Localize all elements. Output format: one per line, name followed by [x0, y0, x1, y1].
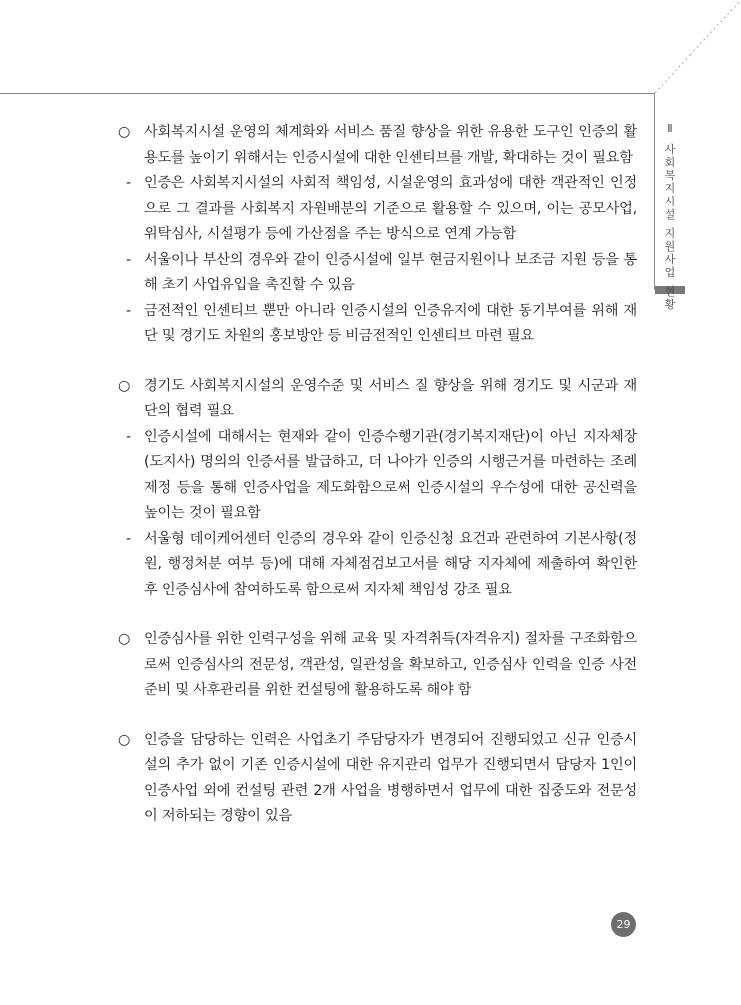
dash-marker: - — [126, 530, 131, 547]
sub-item — [118, 171, 637, 248]
page-number-badge: 29 — [611, 912, 636, 937]
dash-marker: - — [126, 251, 131, 268]
bullet-item — [118, 728, 637, 830]
bullet-item — [118, 627, 637, 704]
dash-marker: - — [126, 302, 131, 319]
side-tab-char: 시 — [664, 195, 676, 208]
side-tab-char: 복 — [664, 169, 676, 182]
side-tab-label — [660, 122, 680, 311]
header-rule — [0, 93, 655, 94]
corner-decoration — [650, 0, 741, 95]
bullet-text: 인증심사를 위한 인력구성을 위해 교육 및 자격취득(자격유지) 절차를 구조화함으로써 인증심사의 전문성, 객관성, 일관성을 확보하고, 인증심사 인력을 인증 사전준비 및 사후관리를 위한 컨설팅에 활용하도록 해야 함 — [144, 631, 637, 698]
sub-text: 서울형 데이케어센터 인증의 경우와 같이 인증신청 요건과 관련하여 기본사항(정원, 행정처분 여부 등)에 대해 자체점검보고서를 해당 지자체에 제출하여 확인한 후 인증심사에 참여하도록 함으로써 지자체 책임성 강조 필요 — [144, 530, 637, 598]
body-content — [118, 120, 637, 830]
bullet-item — [118, 374, 637, 425]
side-tab-roman: Ⅱ — [667, 122, 673, 135]
sub-item — [118, 527, 637, 604]
side-tab-char: 업 — [664, 266, 676, 279]
bullet-marker: ○ — [118, 731, 131, 748]
bullet-marker: ○ — [118, 631, 131, 647]
side-tab-char: 황 — [664, 298, 676, 311]
sub-text: 서울이나 부산의 경우와 같이 인증시설에 일부 현금지원이나 보조금 지원 등을 통해 초기 사업유입을 촉진할 수 있음 — [144, 251, 637, 293]
sub-item — [118, 248, 637, 299]
sub-text: 인증시설에 대해서는 현재와 같이 인증수행기관(경기복지재단)이 아닌 지자체장(도지사) 명의의 인증서를 발급하고, 더 나아가 인증의 시행근거를 마련하는 조례제정 등을 통해 인증사업을 제도화함으로써 인증시설의 우수성에 대한 공신력을 높이는 것이 필요함 — [144, 428, 637, 521]
side-tab-char: 사 — [664, 253, 676, 266]
dash-marker: - — [126, 175, 131, 191]
bullet-marker: ○ — [118, 124, 131, 140]
side-tab-char: 원 — [664, 240, 676, 253]
bullet-item — [118, 120, 637, 171]
side-tab-char: 사 — [664, 143, 676, 156]
sub-item — [118, 425, 637, 527]
side-tab-char: 지 — [664, 227, 676, 240]
side-tab-char: 설 — [664, 208, 676, 221]
dash-marker: - — [126, 428, 131, 445]
bullet-text: 경기도 사회복지시설의 운영수준 및 서비스 질 향상을 위해 경기도 및 시군과 재단의 협력 필요 — [144, 377, 637, 419]
bullet-marker: ○ — [118, 377, 131, 394]
sub-item — [118, 299, 637, 350]
bullet-text: 인증을 담당하는 인력은 사업초기 주담당자가 변경되어 진행되었고 신규 인증시설의 추가 없이 기존 인증시설에 대한 유지관리 업무가 진행되면서 담당자 1인이 인증사업 외에 컨설팅 관련 2개 사업을 병행하면서 업무에 대한 집중도와 전문성이 저하되는 경향이 있음 — [144, 731, 637, 824]
side-tab-char: 회 — [664, 156, 676, 169]
sub-text: 금전적인 인센티브 뿐만 아니라 인증시설의 인증유지에 대한 동기부여를 위해 재단 및 경기도 차원의 홍보방안 등 비금전적인 인센티브 마련 필요 — [144, 302, 637, 344]
side-tab-char: 지 — [664, 182, 676, 195]
side-tab-divider — [654, 93, 655, 290]
sub-text: 인증은 사회복지시설의 사회적 책임성, 시설운영의 효과성에 대한 객관적인 인정으로 그 결과를 사회복지 자원배분의 기준으로 활용할 수 있으며, 이는 공모사업, 위탁심사, 시설평가 등에 가산점을 주는 방식으로 연계 가능함 — [144, 175, 637, 242]
side-tab-char: 현 — [664, 285, 676, 298]
bullet-text: 사회복지시설 운영의 체계화와 서비스 품질 향상을 위한 유용한 도구인 인증의 활용도를 높이기 위해서는 인증시설에 대한 인센티브를 개발, 확대하는 것이 필요함 — [144, 124, 637, 166]
